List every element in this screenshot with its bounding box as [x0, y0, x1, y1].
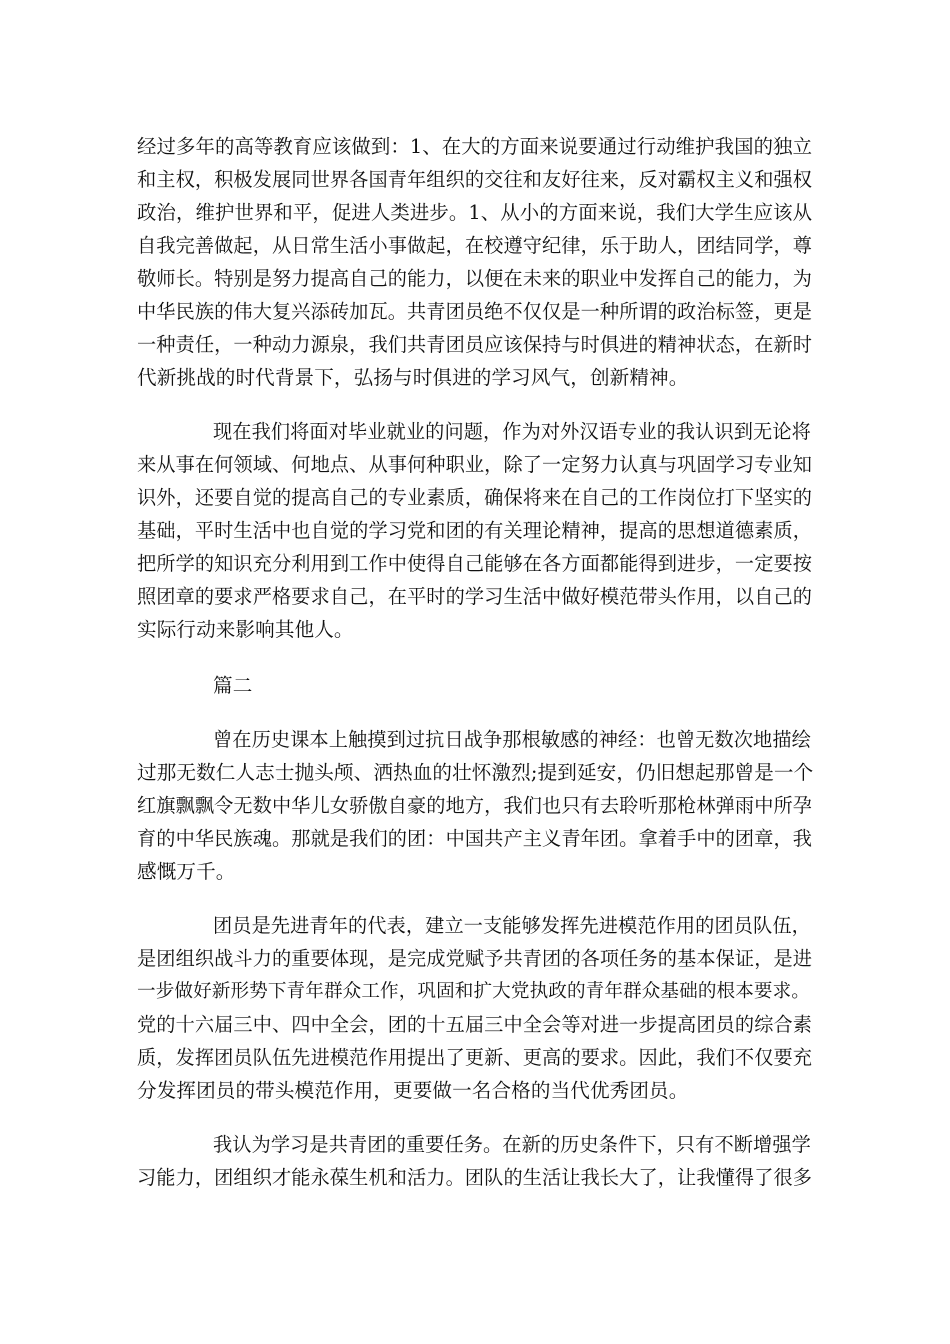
text-line: 曾在历史课本上触摸到过抗日战争那根敏感的神经：也曾无数次地描绘 [213, 728, 811, 751]
text-line: 实际行动来影响其他人。 [137, 618, 354, 641]
text-line: 识外，还要自觉的提高自己的专业素质，确保将来在自己的工作岗位打下坚实的 [137, 486, 813, 509]
text-line: 过那无数仁人志士抛头颅、洒热血的壮怀激烈;提到延安，仍旧想起那曾是一个 [137, 761, 814, 784]
section-heading: 篇二 [213, 674, 253, 697]
text-line: 质，发挥团员队伍先进模范作用提出了更新、更高的要求。因此，我们不仅要充 [137, 1046, 813, 1069]
text-line: 中华民族的伟大复兴添砖加瓦。共青团员绝不仅仅是一种所谓的政治标签，更是 [137, 300, 813, 323]
text-line: 团员是先进青年的代表，建立一支能够发挥先进模范作用的团员队伍， [213, 914, 811, 937]
text-line: 习能力，团组织才能永葆生机和活力。团队的生活让我长大了，让我懂得了很多 [137, 1166, 813, 1189]
text-line: 代新挑战的时代背景下，弘扬与时俱进的学习风气，创新精神。 [137, 366, 689, 389]
text-line: 政治，维护世界和平，促进人类进步。1、从小的方面来说，我们大学生应该从 [137, 201, 813, 224]
text-line: 育的中华民族魂。那就是我们的团：中国共产主义青年团。拿着手中的团章，我 [137, 827, 813, 850]
text-line: 经过多年的高等教育应该做到：1、在大的方面来说要通过行动维护我国的独立 [137, 135, 813, 158]
text-line: 一步做好新形势下青年群众工作，巩固和扩大党执政的青年群众基础的根本要求。 [137, 981, 810, 1002]
text-line: 来从事在何领域、何地点、从事何种职业，除了一定努力认真与巩固学习专业知 [137, 453, 813, 476]
text-line: 现在我们将面对毕业就业的问题，作为对外汉语专业的我认识到无论将 [213, 420, 811, 443]
text-line: 红旗飘飘令无数中华儿女骄傲自豪的地方，我们也只有去聆听那枪林弹雨中所孕 [137, 794, 813, 817]
text-line: 一种责任，一种动力源泉，我们共青团员应该保持与时俱进的精神状态，在新时 [137, 333, 813, 356]
text-line: 和主权，积极发展同世界各国青年组织的交往和友好往来，反对霸权主义和强权 [137, 168, 813, 191]
text-line: 照团章的要求严格要求自己，在平时的学习生活中做好模范带头作用，以自己的 [137, 585, 813, 608]
text-line: 是团组织战斗力的重要体现，是完成党赋予共青团的各项任务的基本保证，是进 [137, 947, 813, 970]
text-line: 分发挥团员的带头模范作用，更要做一名合格的当代优秀团员。 [137, 1079, 689, 1102]
text-line: 我认为学习是共青团的重要任务。在新的历史条件下，只有不断增强学 [213, 1133, 811, 1156]
text-line: 感慨万千。 [137, 860, 236, 883]
text-line: 党的十六届三中、四中全会，团的十五届三中全会等对进一步提高团员的综合素 [137, 1013, 813, 1036]
text-line: 基础，平时生活中也自觉的学习党和团的有关理论精神，提高的思想道德素质， [137, 519, 813, 542]
text-line: 自我完善做起，从日常生活小事做起，在校遵守纪律，乐于助人，团结同学，尊 [137, 234, 813, 257]
text-line: 敬师长。特别是努力提高自己的能力，以便在未来的职业中发挥自己的能力，为 [137, 267, 813, 290]
text-line: 把所学的知识充分利用到工作中使得自己能够在各方面都能得到进步，一定要按 [137, 552, 813, 575]
